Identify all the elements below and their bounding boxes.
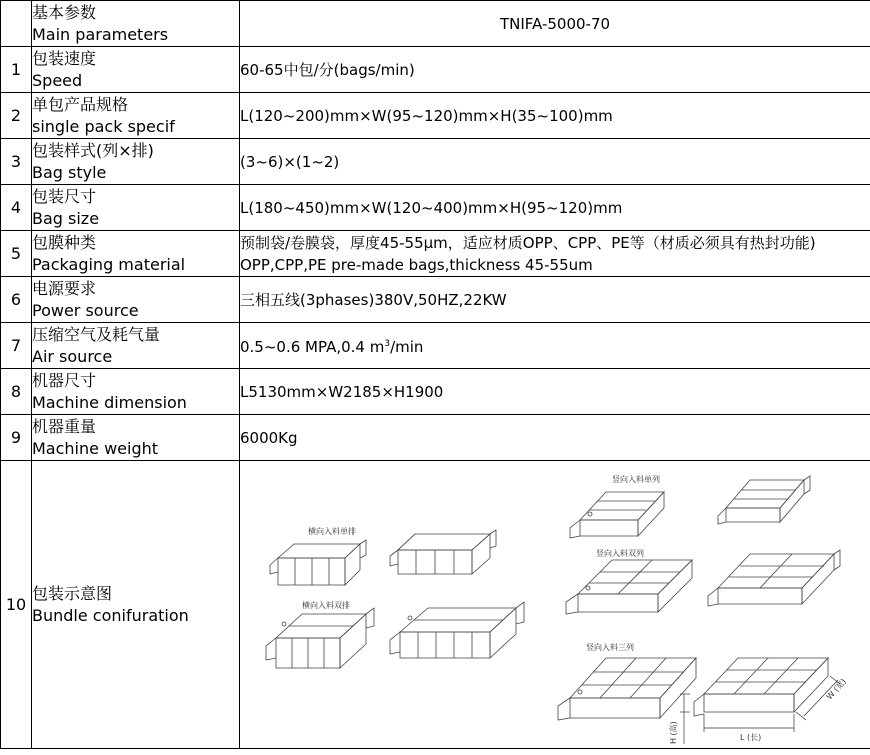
label-horizontal-double: 横向入料双排 bbox=[302, 600, 350, 610]
param-name-zh: 包装速度 bbox=[32, 48, 97, 68]
label-vertical-triple: 竖向入料三列 bbox=[586, 642, 634, 652]
dimension-width-label: W (宽) bbox=[824, 676, 849, 701]
param-name-zh: 机器重量 bbox=[32, 416, 97, 436]
air-value-unit: /min bbox=[390, 338, 424, 356]
param-name bbox=[32, 93, 240, 139]
header-name-en: Main parameters bbox=[32, 24, 169, 44]
table-row bbox=[1, 415, 870, 461]
header-name-cell bbox=[32, 1, 240, 47]
bundle-drawings bbox=[240, 462, 870, 748]
param-name-zh: 机器尺寸 bbox=[32, 370, 97, 390]
bundle-drawing bbox=[694, 658, 828, 716]
air-value-exponent: 3 bbox=[384, 339, 391, 349]
param-name bbox=[32, 139, 240, 185]
param-value bbox=[240, 369, 870, 415]
header-num-cell bbox=[1, 1, 32, 47]
table-row bbox=[1, 461, 870, 749]
param-value-text: 预制袋/卷膜袋，厚度45-55μm，适应材质OPP、CPP、PE等（材质必须具有热封功能) bbox=[240, 233, 816, 252]
param-value-text: (3~6)×(1~2) bbox=[240, 152, 340, 171]
model-name: TNIFA-5000-70 bbox=[499, 14, 611, 33]
param-name-zh: 压缩空气及耗气量 bbox=[32, 324, 161, 344]
param-name-zh: 包装样式(列×排) bbox=[32, 140, 154, 160]
param-name-en: Air source bbox=[32, 346, 113, 366]
param-value bbox=[240, 139, 870, 185]
param-value-text: 三相五线(3phases)380V,50HZ,22KW bbox=[240, 290, 507, 309]
table-row bbox=[1, 93, 870, 139]
param-value bbox=[240, 277, 870, 323]
table-row bbox=[1, 277, 870, 323]
param-value-text: L5130mm×W2185×H1900 bbox=[240, 382, 444, 401]
table-row bbox=[1, 231, 870, 277]
param-name-zh: 电源要求 bbox=[32, 278, 97, 298]
param-name bbox=[32, 47, 240, 93]
param-value-text: L(180~450)mm×W(120~400)mm×H(95~120)mm bbox=[240, 198, 623, 217]
row-number: 4 bbox=[1, 185, 32, 231]
param-value bbox=[240, 47, 870, 93]
param-name-en: Machine weight bbox=[32, 438, 159, 458]
param-value-text bbox=[240, 333, 870, 358]
table-row bbox=[1, 47, 870, 93]
bundle-drawing bbox=[390, 602, 524, 658]
param-name bbox=[32, 277, 240, 323]
row-number: 3 bbox=[1, 139, 32, 185]
table-row bbox=[1, 139, 870, 185]
param-value-text: 6000Kg bbox=[240, 428, 298, 447]
row-number: 1 bbox=[1, 47, 32, 93]
param-value bbox=[240, 93, 870, 139]
bundle-drawing bbox=[270, 540, 366, 585]
bundle-drawing bbox=[708, 550, 840, 606]
bundle-drawing bbox=[566, 560, 692, 614]
param-name-zh: 单包产品规格 bbox=[32, 94, 129, 114]
table-row bbox=[1, 369, 870, 415]
bundle-drawing bbox=[558, 658, 696, 720]
param-name bbox=[32, 323, 240, 369]
param-name-zh: 包装示意图 bbox=[32, 583, 113, 603]
row-number: 8 bbox=[1, 369, 32, 415]
param-name-en: Power source bbox=[32, 300, 139, 320]
label-vertical-single: 竖向入料单列 bbox=[612, 474, 660, 484]
row-number: 9 bbox=[1, 415, 32, 461]
model-cell bbox=[240, 1, 870, 47]
param-name-en: Speed bbox=[32, 70, 83, 90]
param-name bbox=[32, 415, 240, 461]
table-row bbox=[1, 323, 870, 369]
dimension-length-label: L (长) bbox=[740, 732, 762, 742]
row-number: 6 bbox=[1, 277, 32, 323]
bundle-drawing bbox=[718, 476, 810, 524]
bundle-drawing bbox=[266, 608, 374, 668]
param-name bbox=[32, 231, 240, 277]
label-horizontal-single: 横向入料单排 bbox=[308, 526, 356, 536]
param-name-en: Bag size bbox=[32, 208, 100, 228]
param-name bbox=[32, 461, 240, 749]
param-name-en: Bundle conifuration bbox=[32, 605, 189, 625]
bundle-drawing bbox=[390, 530, 496, 574]
param-value bbox=[240, 323, 870, 369]
param-name-en: Bag style bbox=[32, 162, 107, 182]
param-value-text: L(120~200)mm×W(95~120)mm×H(35~100)mm bbox=[240, 106, 613, 125]
param-value bbox=[240, 185, 870, 231]
row-number: 5 bbox=[1, 231, 32, 277]
param-name bbox=[32, 185, 240, 231]
param-name-en: Machine dimension bbox=[32, 392, 187, 412]
param-name-zh: 包装尺寸 bbox=[32, 186, 97, 206]
header-row bbox=[1, 1, 870, 47]
param-value-text-en: OPP,CPP,PE pre-made bags,thickness 45-55um bbox=[240, 255, 593, 274]
bundle-labels bbox=[302, 474, 848, 744]
param-name-en: Packaging material bbox=[32, 254, 186, 274]
air-value-main: 0.5~0.6 MPA,0.4 m bbox=[240, 338, 385, 356]
param-value bbox=[240, 415, 870, 461]
bundle-diagram bbox=[240, 462, 870, 748]
row-number: 2 bbox=[1, 93, 32, 139]
param-name-en: single pack specif bbox=[32, 116, 175, 136]
row-number: 10 bbox=[1, 461, 32, 749]
param-name-zh: 包膜种类 bbox=[32, 232, 97, 252]
param-name bbox=[32, 369, 240, 415]
table-row bbox=[1, 185, 870, 231]
bundle-diagram-cell bbox=[240, 461, 870, 749]
bundle-drawing bbox=[570, 492, 664, 538]
param-value bbox=[240, 231, 870, 277]
param-value-text: 60-65中包/分(bags/min) bbox=[240, 60, 415, 79]
row-number: 7 bbox=[1, 323, 32, 369]
header-name-zh: 基本参数 bbox=[32, 2, 97, 22]
label-vertical-double: 竖向入料双列 bbox=[596, 548, 644, 558]
dimension-height-label: H (高) bbox=[669, 720, 678, 744]
